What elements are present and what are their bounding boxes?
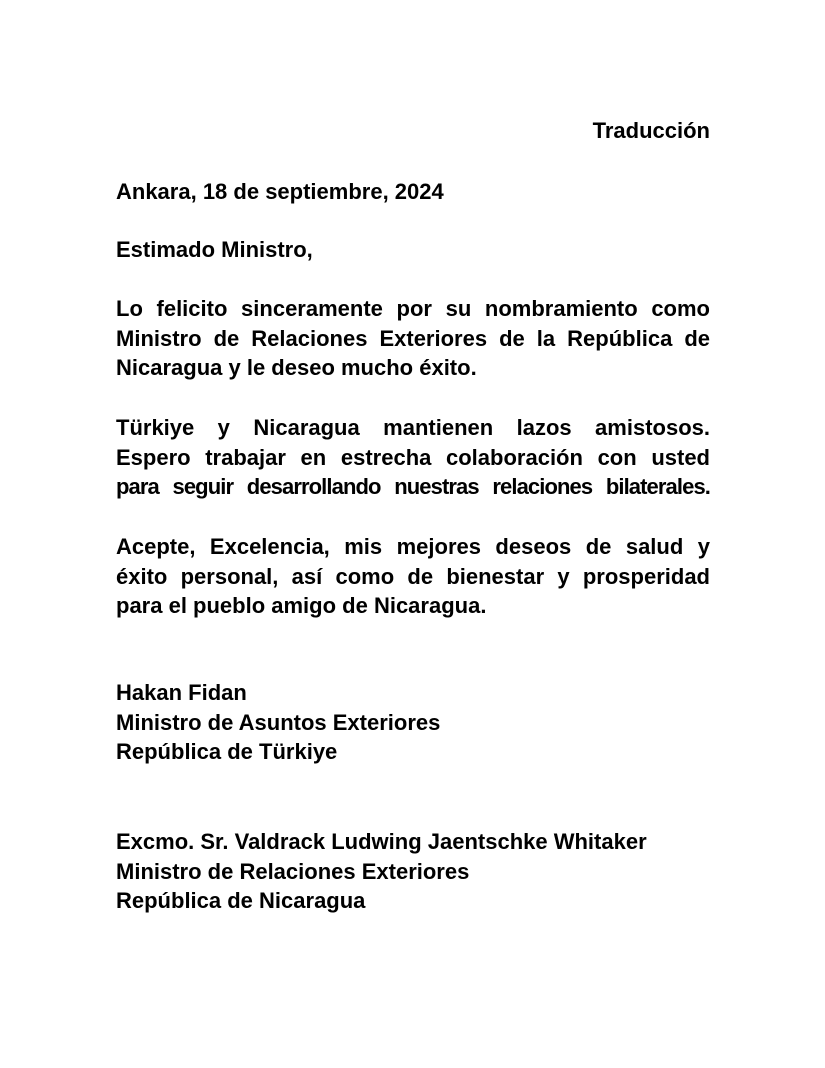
salutation-text: Estimado Ministro, [116,237,313,262]
paragraph-3 [116,532,710,621]
translation-label: Traducción [592,118,710,143]
sender-name: Hakan Fidan [116,680,247,705]
paragraph-line: para seguir desarrollando nuestras relaciones bilaterales. [116,474,710,499]
paragraph-line: Ministro de Relaciones Exteriores de la República de [116,325,710,351]
paragraph-line: Espero trabajar en estrecha colaboración con usted [116,444,710,470]
paragraph-1 [116,294,710,383]
recipient-name: Excmo. Sr. Valdrack Ludwing Jaentschke Whitaker [116,829,647,854]
date-text: Ankara, 18 de septiembre, 2024 [116,179,444,204]
sender-signature-block [116,678,710,767]
letter-date [116,177,710,207]
paragraph-line: Acepte, Excelencia, mis mejores deseos de salud y [116,534,710,559]
recipient-country: República de Nicaragua [116,888,366,913]
sender-title: Ministro de Asuntos Exteriores [116,709,441,735]
paragraph-line: éxito personal, así como de bienestar y prosperidad [116,563,710,589]
recipient-block [116,827,766,916]
sender-country: República de Türkiye [116,739,338,764]
paragraph-line: Nicaragua y le deseo mucho éxito. [116,355,477,380]
paragraph-2 [116,413,710,502]
salutation [116,235,710,265]
paragraph-line: Lo felicito sinceramente por su nombramiento como [116,296,710,321]
paragraph-line: Türkiye y Nicaragua mantienen lazos amistosos. [116,415,710,440]
recipient-title: Ministro de Relaciones Exteriores [116,858,470,884]
paragraph-line: para el pueblo amigo de Nicaragua. [116,593,487,618]
